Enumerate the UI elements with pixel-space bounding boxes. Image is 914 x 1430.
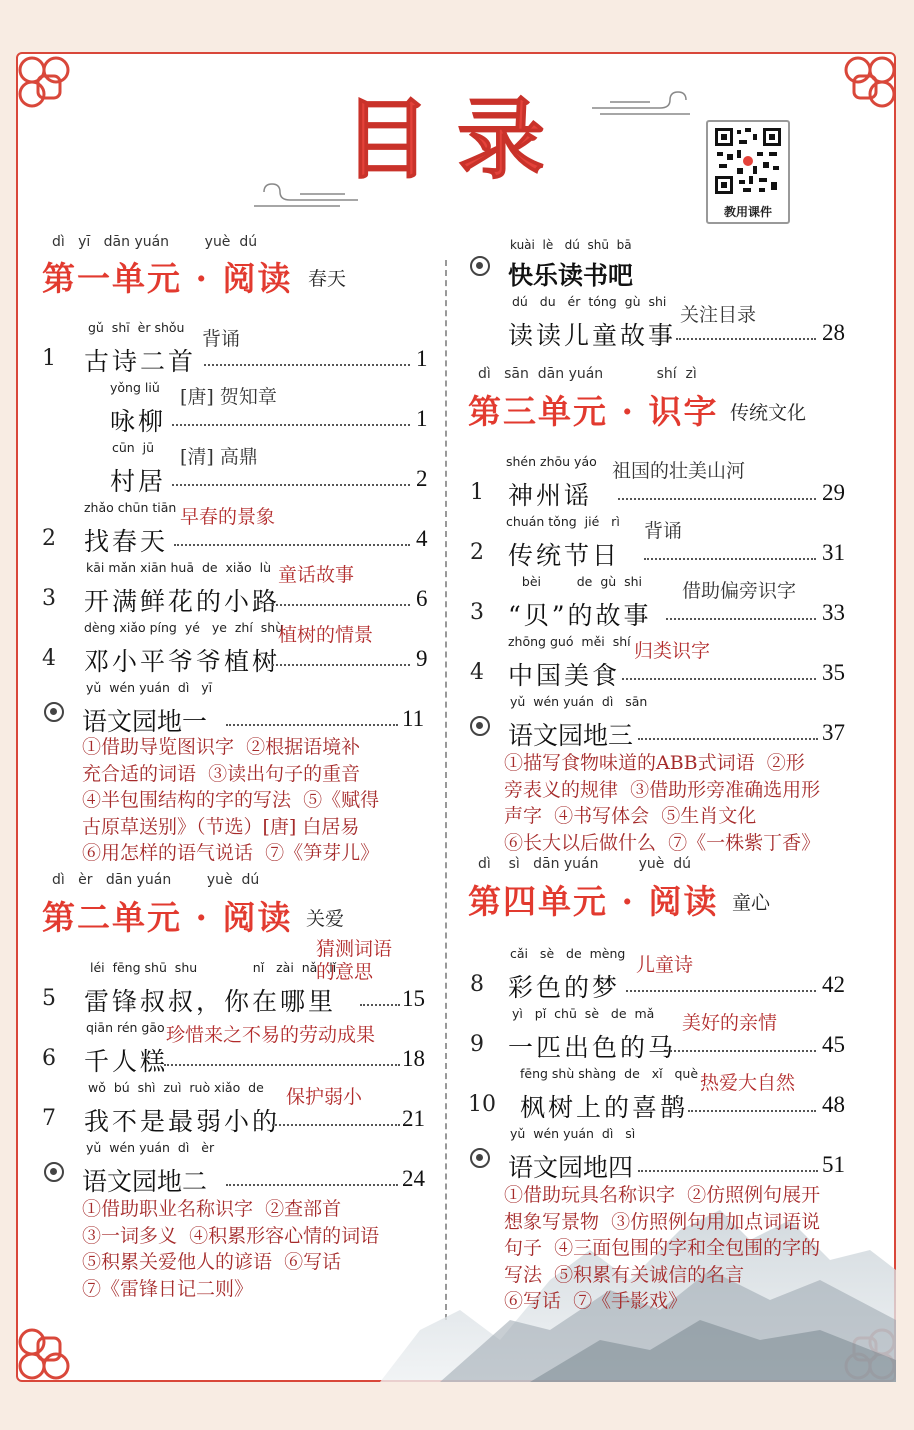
- entry-title: 语文园地一: [82, 707, 208, 736]
- page-number: 18: [402, 1046, 425, 1071]
- leader-dots: [272, 1124, 400, 1126]
- garden-item: ④积累形容心情的词语: [189, 1224, 380, 1247]
- entry-note: 祖国的壮美山河: [612, 460, 746, 482]
- entry-title: 千人糕: [84, 1047, 169, 1076]
- unit-pinyin: dì sān dān yuán shí zì: [478, 366, 697, 382]
- entry-pinyin: zhǎo chūn tiān: [84, 500, 177, 515]
- circle-bullet-icon: [44, 702, 64, 722]
- garden-item: ⑦《笋芽儿》: [265, 842, 380, 864]
- entry-title: 古诗二首: [84, 347, 197, 376]
- unit-pinyin: dì èr dān yuán yuè dú: [52, 872, 260, 888]
- page-number: 1: [416, 406, 428, 431]
- page-number: 48: [822, 1092, 845, 1117]
- entry-number: 1: [42, 346, 56, 371]
- garden-item: 声字: [504, 805, 543, 827]
- entry-pinyin: léi fēng shū shu nǐ zài nǎ lǐ: [90, 960, 337, 975]
- garden-item: 句子: [504, 1237, 543, 1259]
- entry-pinyin: shén zhōu yáo: [506, 454, 597, 469]
- toc-entry[interactable]: [40, 320, 435, 380]
- entry-pinyin: yì pǐ chū sè de mǎ: [512, 1006, 655, 1021]
- garden-item: ⑤积累关爱他人的谚语: [82, 1251, 273, 1273]
- leader-dots: [172, 424, 410, 426]
- leader-dots: [226, 724, 398, 726]
- toc-entry[interactable]: [40, 680, 435, 740]
- unit-theme: 关爱: [306, 908, 345, 930]
- toc-entry[interactable]: [466, 574, 866, 634]
- entry-title: 语文园地三: [508, 721, 634, 750]
- unit-theme: 春天: [308, 268, 347, 290]
- entry-pinyin: kuài lè dú shū bā: [510, 238, 632, 252]
- garden-item: ②查部首: [265, 1198, 342, 1220]
- garden-item: ③一词多义: [82, 1224, 178, 1247]
- garden-item: ③读出句子的重音: [208, 762, 361, 785]
- leader-dots: [164, 1064, 400, 1066]
- garden-item: ⑦《手影戏》: [573, 1290, 688, 1312]
- entry-number: 2: [42, 526, 56, 551]
- garden-four-items: [504, 1182, 864, 1315]
- toc-entry[interactable]: [40, 440, 435, 500]
- toc-entry[interactable]: [40, 500, 435, 560]
- leader-dots: [360, 1004, 400, 1006]
- toc-entry[interactable]: [466, 454, 866, 514]
- entry-pinyin: fēng shù shàng de xǐ què: [520, 1066, 699, 1081]
- entry-note: 猜测词语的意思: [316, 938, 393, 983]
- entry-number: 4: [42, 646, 56, 671]
- entry-title: “贝”的故事: [508, 601, 652, 630]
- entry-pinyin: chuán tǒng jié rì: [506, 514, 620, 529]
- entry-note: 植树的情景: [278, 624, 374, 646]
- leader-dots: [204, 364, 410, 366]
- leader-dots: [638, 738, 818, 740]
- entry-number: 7: [42, 1106, 56, 1131]
- qr-code[interactable]: [706, 120, 790, 224]
- circle-bullet-icon: [44, 1162, 64, 1182]
- corner-knot-icon: [14, 1306, 92, 1384]
- entry-pinyin: yǔ wén yuán dì yī: [86, 680, 213, 695]
- page-number: 21: [402, 1106, 425, 1131]
- unit-theme: 童心: [732, 892, 771, 914]
- entry-number: 9: [470, 1032, 484, 1057]
- unit-pinyin: dì yī dān yuán yuè dú: [52, 234, 258, 250]
- entry-title: 枫树上的喜鹊: [520, 1093, 689, 1122]
- entry-number: 3: [42, 586, 56, 611]
- entry-pinyin: yǔ wén yuán dì sān: [510, 694, 648, 709]
- page-number: 15: [402, 986, 425, 1011]
- entry-title: 一匹出色的马: [508, 1033, 677, 1062]
- entry-number: 5: [42, 986, 56, 1011]
- leader-dots: [688, 1110, 816, 1112]
- entry-pinyin: cūn jū: [112, 440, 155, 455]
- garden-item: ②根据语境补: [246, 736, 361, 758]
- entry-title: 神州谣: [508, 481, 593, 510]
- entry-note: 关注目录: [680, 304, 757, 326]
- leader-dots: [226, 1184, 398, 1186]
- leader-dots: [272, 604, 410, 606]
- page-title: 目录: [342, 88, 571, 191]
- entry-title: 找春天: [84, 527, 169, 556]
- toc-entry[interactable]: [40, 938, 435, 1020]
- toc-entry[interactable]: [466, 1006, 866, 1066]
- entry-pinyin: zhōng guó měi shí: [508, 634, 631, 649]
- garden-item: ⑤积累有关诚信的名言: [554, 1263, 745, 1286]
- garden-item: ⑤生肖文化: [661, 805, 757, 827]
- entry-number: 10: [468, 1092, 496, 1117]
- entry-number: 4: [470, 660, 484, 685]
- garden-item: ⑦《一株紫丁香》: [668, 831, 821, 854]
- entry-note: 美好的亲情: [682, 1012, 778, 1034]
- leader-dots: [638, 1170, 818, 1172]
- page-number: 29: [822, 480, 845, 505]
- garden-one-items: [82, 734, 432, 867]
- garden-item: ①借助导览图识字: [82, 736, 235, 758]
- page-number: 1: [416, 346, 428, 371]
- toc-entry[interactable]: [466, 694, 866, 754]
- entry-pinyin: gǔ shī èr shǒu: [88, 320, 185, 335]
- toc-entry[interactable]: [466, 1126, 866, 1186]
- entry-note: 背诵: [202, 328, 241, 350]
- entry-title: 中国美食: [508, 661, 621, 690]
- qr-code-icon: [713, 126, 783, 196]
- garden-item: ⑦《雷锋日记二则》: [82, 1277, 254, 1300]
- entry-pinyin: kāi mǎn xiān huā de xiǎo lù: [86, 560, 272, 575]
- entry-pinyin: qiān rén gāo: [86, 1020, 165, 1035]
- toc-entry[interactable]: [466, 946, 866, 1006]
- toc-entry[interactable]: [466, 234, 866, 294]
- entry-title: 快乐读书吧: [508, 261, 634, 290]
- entry-title: 开满鲜花的小路: [84, 587, 281, 616]
- garden-item: ⑥长大以后做什么: [504, 831, 657, 854]
- entry-pinyin: dú du ér tóng gù shi: [512, 294, 667, 309]
- entry-title: 咏柳: [110, 407, 167, 436]
- cloud-icon: [250, 182, 360, 210]
- entry-pinyin: yǔ wén yuán dì èr: [86, 1140, 215, 1155]
- leader-dots: [626, 990, 816, 992]
- garden-item: ⑤《赋得: [303, 789, 380, 811]
- entry-number: 8: [470, 972, 484, 997]
- page-number: 2: [416, 466, 428, 491]
- page-number: 45: [822, 1032, 845, 1057]
- entry-note: 保护弱小: [286, 1086, 363, 1108]
- unit-title: 第三单元 · 识字: [468, 392, 719, 431]
- entry-note: 儿童诗: [636, 954, 694, 976]
- garden-item: ①描写食物味道的ABB式词语: [504, 752, 755, 774]
- page-number: 51: [822, 1152, 845, 1177]
- garden-item: 想象写景物: [504, 1210, 600, 1233]
- entry-title: 语文园地二: [82, 1167, 208, 1196]
- garden-item: ④书写体会: [554, 805, 650, 827]
- garden-item: ②形: [766, 752, 805, 774]
- circle-bullet-icon: [470, 716, 490, 736]
- circle-bullet-icon: [470, 256, 490, 276]
- entry-title: 语文园地四: [508, 1153, 634, 1182]
- entry-note: 童话故事: [278, 564, 355, 586]
- page-number: 24: [402, 1166, 425, 1191]
- garden-item: ②仿照例句展开: [687, 1184, 821, 1206]
- leader-dots: [666, 1050, 816, 1052]
- entry-pinyin: cǎi sè de mèng: [510, 946, 626, 961]
- garden-item: ④半包围结构的字的写法: [82, 789, 292, 811]
- entry-title: 读读儿童故事: [508, 321, 677, 350]
- entry-note: 背诵: [644, 520, 683, 542]
- garden-item: ③仿照例句用加点词语说: [611, 1210, 821, 1233]
- entry-pinyin: dèng xiǎo píng yé ye zhí shù: [84, 620, 284, 635]
- garden-item: ①借助玩具名称识字: [504, 1184, 676, 1206]
- entry-number: 2: [470, 540, 484, 565]
- entry-number: 6: [42, 1046, 56, 1071]
- toc-entry[interactable]: [40, 1140, 435, 1200]
- garden-item: 充合适的词语: [82, 762, 197, 785]
- garden-item: ①借助职业名称识字: [82, 1198, 254, 1220]
- entry-pinyin: yǔ wén yuán dì sì: [510, 1126, 636, 1141]
- leader-dots: [644, 558, 816, 560]
- leader-dots: [618, 498, 816, 500]
- circle-bullet-icon: [470, 1148, 490, 1168]
- entry-title: 彩色的梦: [508, 973, 621, 1002]
- page-number: 4: [416, 526, 428, 551]
- page-number: 11: [402, 706, 425, 731]
- leader-dots: [622, 678, 816, 680]
- entry-note: 热爱大自然: [700, 1072, 796, 1094]
- entry-note: 归类识字: [634, 640, 711, 662]
- entry-title: 村居: [110, 467, 167, 496]
- entry-title: 我不是最弱小的: [84, 1107, 281, 1136]
- leader-dots: [272, 664, 410, 666]
- page-number: 33: [822, 600, 845, 625]
- entry-pinyin: yǒng liǔ: [110, 380, 160, 395]
- unit-title: 第二单元 · 阅读: [42, 898, 293, 937]
- garden-item: 旁表义的规律: [504, 778, 619, 801]
- leader-dots: [676, 338, 816, 340]
- toc-entry[interactable]: [40, 560, 435, 620]
- unit-pinyin: dì sì dān yuán yuè dú: [478, 856, 691, 872]
- toc-entry[interactable]: [466, 514, 866, 574]
- unit-theme: 传统文化: [730, 402, 807, 424]
- leader-dots: [172, 484, 410, 486]
- toc-entry[interactable]: [40, 1080, 435, 1140]
- entry-note: 借助偏旁识字: [682, 580, 797, 602]
- entry-note: [唐] 贺知章: [180, 386, 277, 408]
- page-number: 42: [822, 972, 845, 997]
- garden-item: ⑥用怎样的语气说话: [82, 842, 254, 864]
- toc-entry[interactable]: [40, 620, 435, 680]
- garden-item: ⑥写话: [504, 1290, 562, 1312]
- entry-note: 珍惜来之不易的劳动成果: [166, 1024, 376, 1046]
- entry-pinyin: bèi de gù shi: [506, 574, 643, 589]
- toc-entry[interactable]: [466, 634, 866, 694]
- qr-label: 教用课件: [723, 205, 772, 219]
- entry-title: 雷锋叔叔，你在哪里: [84, 987, 337, 1016]
- entry-note: 早春的景象: [180, 506, 276, 528]
- garden-item: 写法: [504, 1263, 543, 1286]
- entry-title: 邓小平爷爷植树: [84, 647, 281, 676]
- cloud-icon: [590, 88, 700, 116]
- entry-number: 1: [470, 480, 484, 505]
- entry-pinyin: wǒ bú shì zuì ruò xiǎo de: [88, 1080, 264, 1095]
- page-number: 31: [822, 540, 845, 565]
- leader-dots: [666, 618, 816, 620]
- toc-entry[interactable]: [466, 1066, 866, 1126]
- garden-three-items: [504, 750, 864, 856]
- toc-entry[interactable]: [40, 380, 435, 440]
- page-number: 37: [822, 720, 845, 745]
- page-number: 6: [416, 586, 428, 611]
- column-divider: [445, 260, 447, 1320]
- entry-number: 3: [470, 600, 484, 625]
- toc-entry[interactable]: [466, 294, 866, 354]
- entry-title: 传统节日: [508, 541, 621, 570]
- page-number: 28: [822, 320, 845, 345]
- page-number: 35: [822, 660, 845, 685]
- leader-dots: [174, 544, 410, 546]
- garden-item: ③借助形旁准确选用形: [630, 778, 821, 801]
- garden-item: ⑥写话: [284, 1251, 342, 1273]
- unit-title: 第四单元 · 阅读: [468, 882, 719, 921]
- page-number: 9: [416, 646, 428, 671]
- garden-item: ④三面包围的字和全包围的字的: [554, 1237, 821, 1259]
- garden-item: 古原草送别》（节选）[唐] 白居易: [82, 815, 360, 838]
- toc-entry[interactable]: [40, 1020, 435, 1080]
- entry-note: [清] 高鼎: [180, 446, 258, 468]
- unit-title: 第一单元 · 阅读: [42, 259, 293, 298]
